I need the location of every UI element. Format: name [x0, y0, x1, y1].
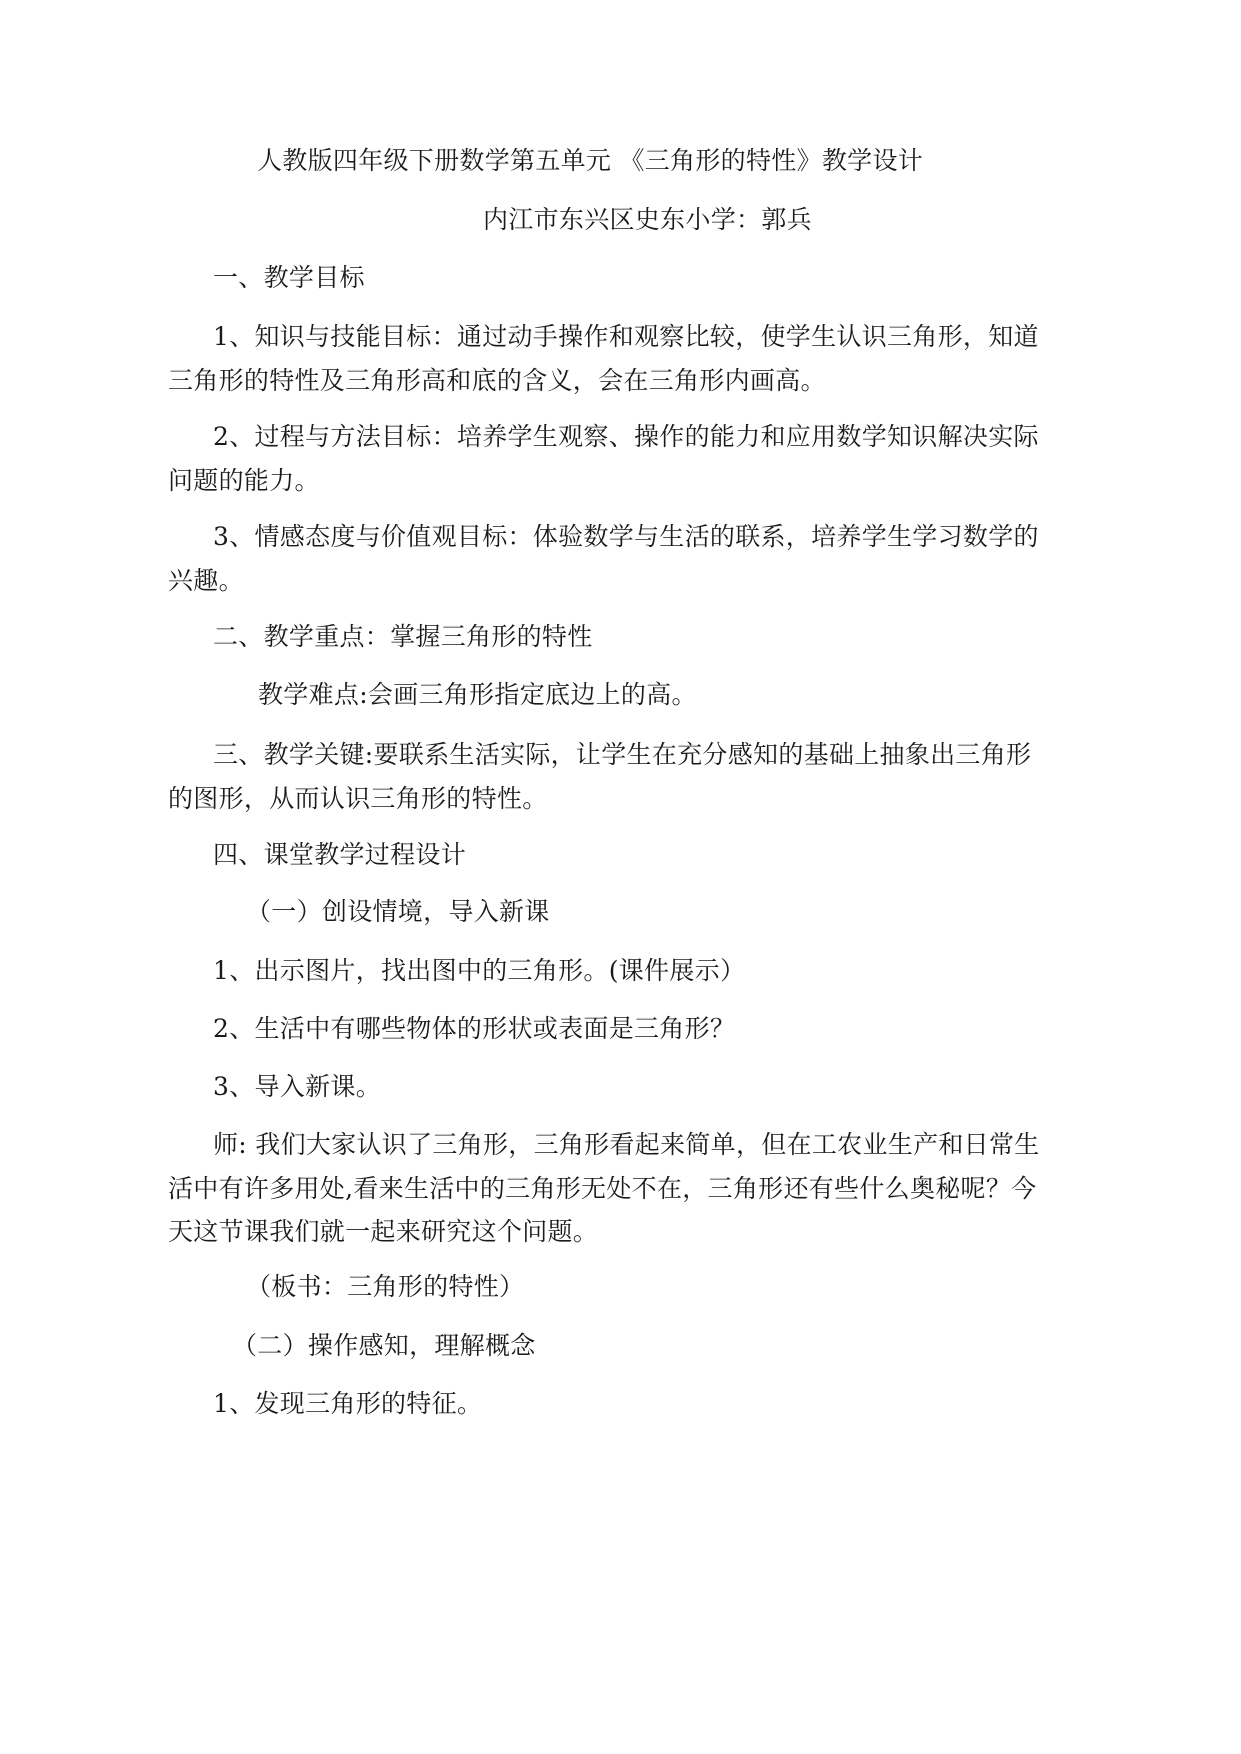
- section-heading-key-point: 二、教学重点：掌握三角形的特性: [213, 622, 593, 651]
- step-2-heading: （二）操作感知，理解概念: [232, 1331, 536, 1360]
- objective-2-line-2: 问题的能力。: [168, 466, 320, 495]
- teacher-line-3: 天这节课我们就一起来研究这个问题。: [168, 1217, 599, 1246]
- teacher-line-1: 师: 我们大家认识了三角形，三角形看起来简单，但在工农业生产和日常生: [213, 1130, 1040, 1159]
- document-title: 人教版四年级下册数学第五单元 《三角形的特性》教学设计: [257, 146, 924, 175]
- step-1-item-1: 1、出示图片，找出图中的三角形。(课件展示）: [213, 956, 746, 985]
- key-line-2: 的图形，从而认识三角形的特性。: [168, 784, 548, 813]
- author-line: 内江市东兴区史东小学：郭兵: [483, 205, 812, 234]
- board-note: （板书：三角形的特性）: [246, 1272, 525, 1301]
- step-1-item-3: 3、导入新课。: [213, 1072, 382, 1101]
- objective-3-line-1: 3、情感态度与价值观目标：体验数学与生活的联系，培养学生学习数学的: [213, 522, 1039, 551]
- objective-2-line-1: 2、过程与方法目标：培养学生观察、操作的能力和应用数学知识解决实际: [213, 422, 1039, 451]
- section-heading-process: 四、课堂教学过程设计: [213, 840, 467, 869]
- key-line-1: 三、教学关键:要联系生活实际，让学生在充分感知的基础上抽象出三角形: [213, 740, 1032, 769]
- section-heading-objectives: 一、教学目标: [213, 263, 365, 292]
- difficulty-line: 教学难点:会画三角形指定底边上的高。: [258, 680, 697, 709]
- objective-3-line-2: 兴趣。: [168, 566, 244, 595]
- step-2-item-1: 1、发现三角形的特征。: [213, 1389, 483, 1418]
- step-1-item-2: 2、生活中有哪些物体的形状或表面是三角形？: [213, 1014, 736, 1043]
- objective-1-line-2: 三角形的特性及三角形高和底的含义，会在三角形内画高。: [168, 366, 826, 395]
- teacher-line-2: 活中有许多用处,看来生活中的三角形无处不在，三角形还有些什么奥秘呢？今: [168, 1174, 1037, 1203]
- objective-1-line-1: 1、知识与技能目标：通过动手操作和观察比较，使学生认识三角形，知道: [213, 322, 1039, 351]
- step-1-heading: （一）创设情境，导入新课: [246, 897, 550, 926]
